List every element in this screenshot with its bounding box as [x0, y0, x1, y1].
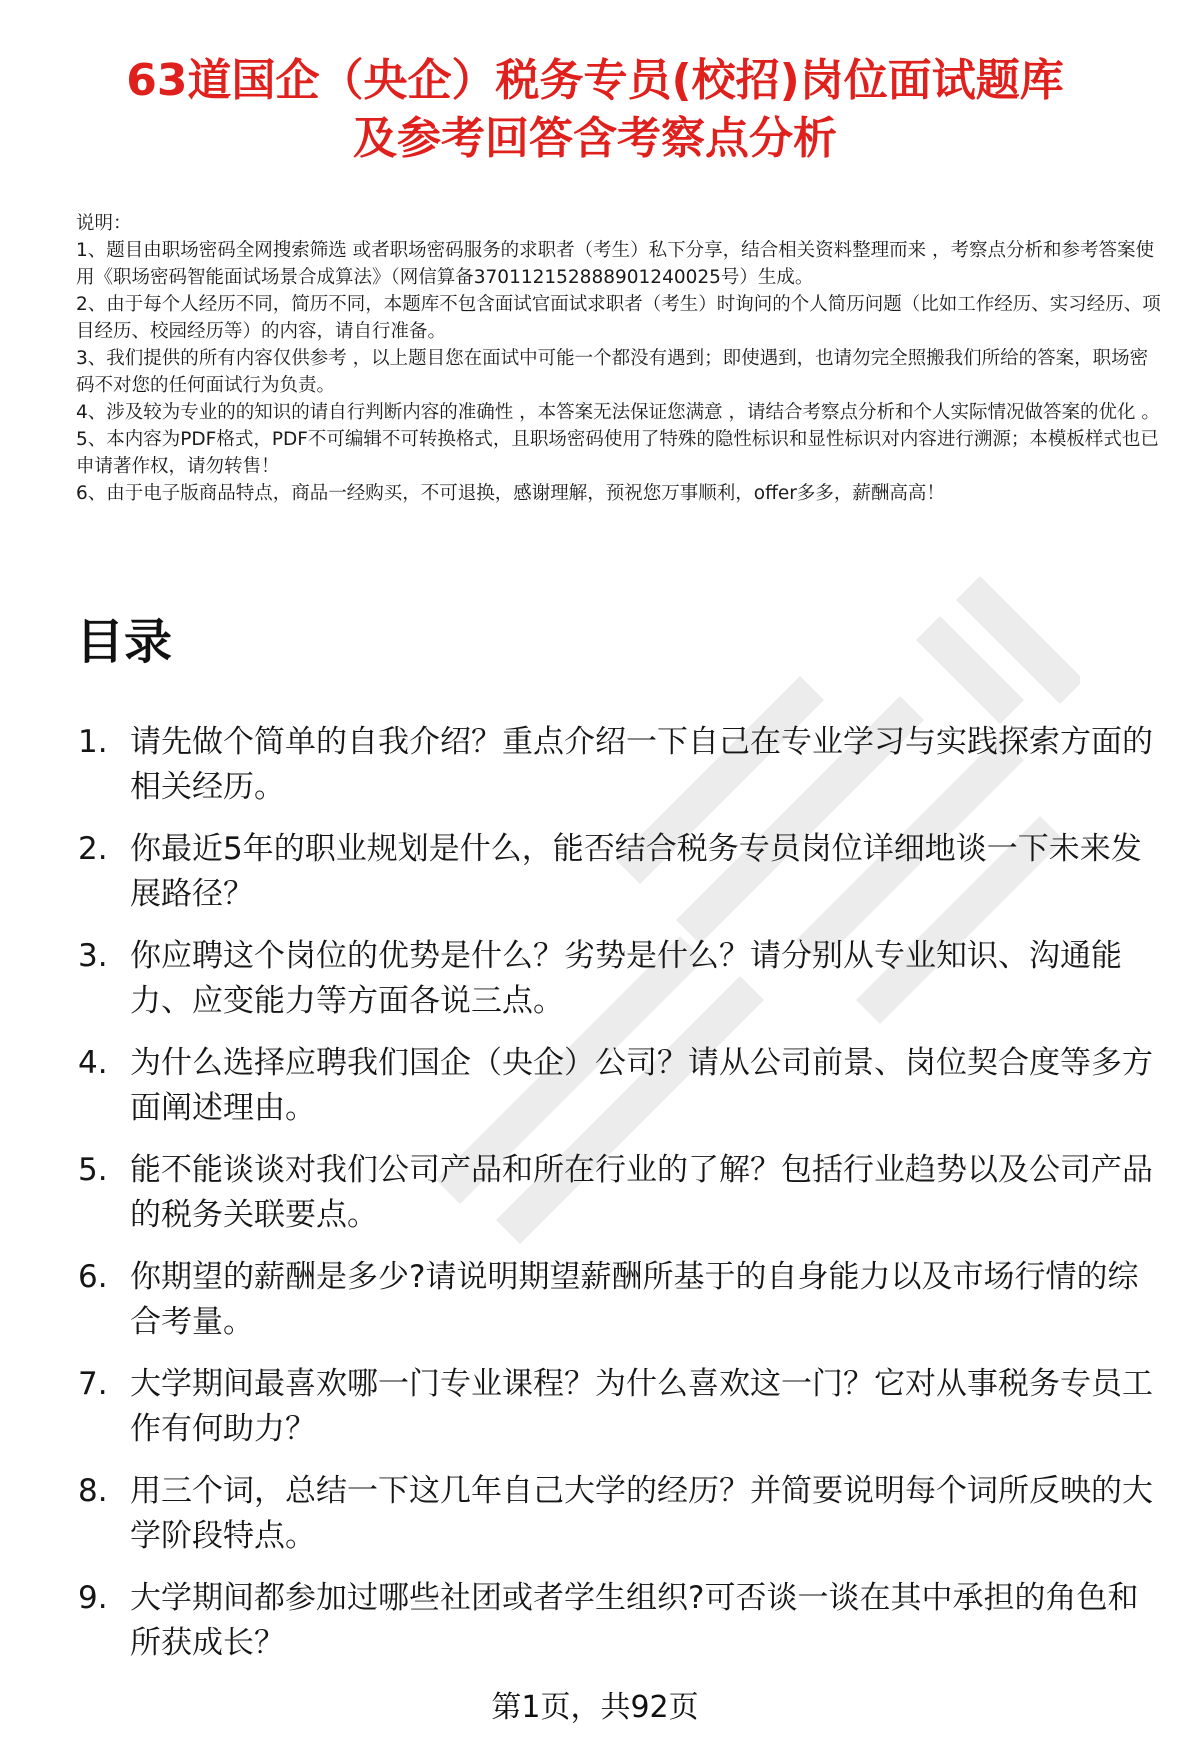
toc-item-text: 用三个词，总结一下这几年自己大学的经历？并简要说明每个词所反映的大学阶段特点。	[130, 1473, 1153, 1554]
toc-item-text: 你应聘这个岗位的优势是什么？劣势是什么？请分别从专业知识、沟通能力、应变能力等方面各说三点。	[130, 938, 1122, 1019]
note-item: 3、我们提供的所有内容仅供参考 ，以上题目您在面试中可能一个都没有遇到；即使遇到，也请勿完全照搬我们所给的答案，职场密码不对您的任何面试行为负责。	[76, 348, 1149, 396]
toc-item[interactable]	[76, 934, 1166, 1024]
page-number-footer: 第1页，共92页	[491, 1690, 699, 1725]
toc-item[interactable]	[76, 1148, 1166, 1238]
title-line-1: 63道国企（央企）税务专员(校招)岗位面试题库	[126, 55, 1064, 106]
toc-item[interactable]	[76, 1576, 1166, 1666]
toc-item-number: 5.	[78, 1152, 108, 1188]
notes-heading: 说明：	[76, 213, 132, 234]
toc-item-number: 7.	[78, 1366, 108, 1402]
toc-item-text: 能不能谈谈对我们公司产品和所在行业的了解？包括行业趋势以及公司产品的税务关联要点。	[130, 1152, 1153, 1233]
table-of-contents	[76, 720, 1166, 1683]
document-title	[50, 52, 1140, 168]
toc-item-number: 9.	[78, 1580, 108, 1616]
toc-item-number: 3.	[78, 938, 108, 974]
toc-heading: 目录	[76, 614, 173, 670]
toc-item-text: 大学期间都参加过哪些社团或者学生组织?可否谈一谈在其中承担的角色和所获成长？	[130, 1580, 1139, 1661]
toc-item-text: 大学期间最喜欢哪一门专业课程？为什么喜欢这一门？它对从事税务专员工作有何助力？	[130, 1366, 1153, 1447]
toc-item-text: 为什么选择应聘我们国企（央企）公司？请从公司前景、岗位契合度等多方面阐述理由。	[130, 1045, 1153, 1126]
note-item: 1、题目由职场密码全网搜索筛选 或者职场密码服务的求职者（考生）私下分享，结合相关资料整理而来 ，考察点分析和参考答案使用《职场密码智能面试场景合成算法》（网信算备370112152888901240025号）生成。	[76, 240, 1155, 288]
toc-item[interactable]	[76, 1255, 1166, 1345]
toc-item[interactable]	[76, 1469, 1166, 1559]
toc-item[interactable]	[76, 1362, 1166, 1452]
toc-item-text: 你期望的薪酬是多少?请说明期望薪酬所基于的自身能力以及市场行情的综合考量。	[130, 1259, 1139, 1340]
note-item: 4、涉及较为专业的的知识的请自行判断内容的准确性 ，本答案无法保证您满意 ，请结合考察点分析和个人实际情况做答案的优化 。	[76, 402, 1160, 423]
note-item: 2、由于每个人经历不同，简历不同，本题库不包含面试官面试求职者（考生）时询问的个人简历问题（比如工作经历、实习经历、项目经历、校园经历等）的内容，请自行准备。	[76, 294, 1161, 342]
title-line-2: 及参考回答含考察点分析	[353, 113, 837, 164]
toc-item-text: 请先做个简单的自我介绍？重点介绍一下自己在专业学习与实践探索方面的相关经历。	[130, 724, 1153, 805]
note-item: 6、由于电子版商品特点，商品一经购买，不可退换，感谢理解，预祝您万事顺利，offer多多，薪酬高高！	[76, 483, 945, 504]
toc-item-number: 1.	[78, 724, 108, 760]
toc-item-number: 8.	[78, 1473, 108, 1509]
toc-item-text: 你最近5年的职业规划是什么，能否结合税务专员岗位详细地谈一下未来发展路径？	[130, 831, 1142, 912]
note-item: 5、本内容为PDF格式，PDF不可编辑不可转换格式，且职场密码使用了特殊的隐性标识和显性标识对内容进行溯源；本模板样式也已申请著作权，请勿转售！	[76, 429, 1159, 477]
toc-item[interactable]	[76, 720, 1166, 810]
toc-item-number: 6.	[78, 1259, 108, 1295]
toc-item-number: 4.	[78, 1045, 108, 1081]
disclaimer-notes	[76, 210, 1166, 507]
toc-item[interactable]	[76, 827, 1166, 917]
toc-item[interactable]	[76, 1041, 1166, 1131]
toc-item-number: 2.	[78, 831, 108, 867]
